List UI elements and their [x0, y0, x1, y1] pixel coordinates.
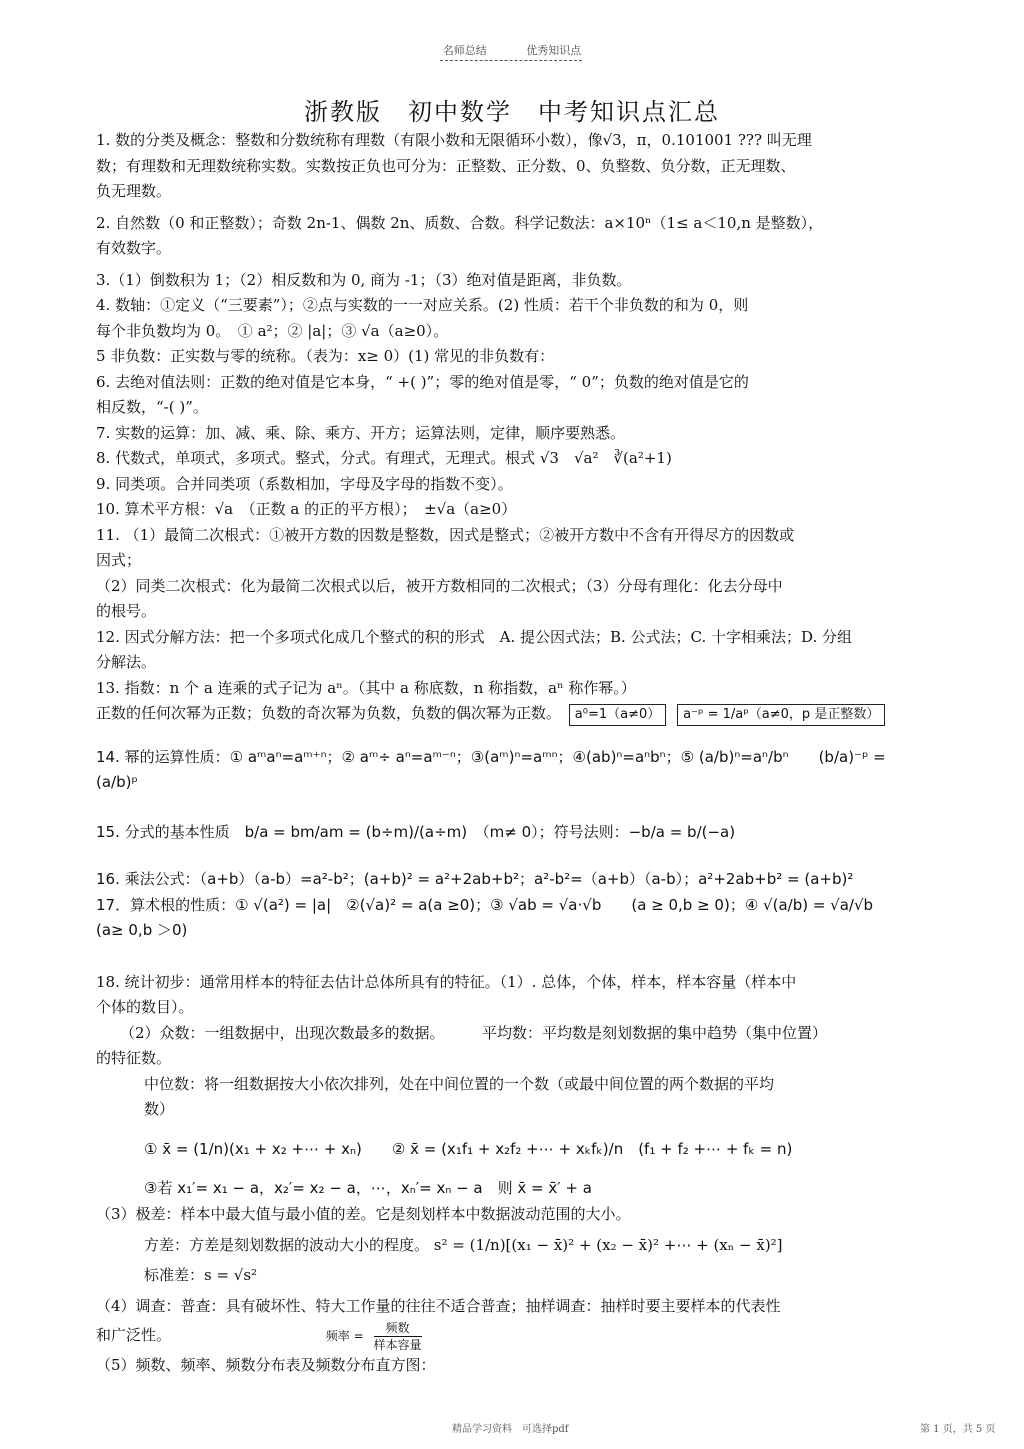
- variance-line: 方差：方差是刻划数据的波动大小的程度。 s² = (1/n)[(x₁ − x̄)² + (x₂ − x̄)² +⋯ + (xₙ − x̄)²]: [144, 1236, 783, 1254]
- text-line: 相反数，“-( )”。: [96, 398, 208, 416]
- text-line: 数）: [144, 1100, 175, 1118]
- header-left: 名师总结: [442, 44, 487, 57]
- text-line: 中位数：将一组数据按大小依次排列，处在中间位置的一个数（或最中间位置的两个数据的平均: [144, 1074, 775, 1093]
- footer-left: 精品学习资料 可选择pdf: [452, 1424, 569, 1435]
- text-line: 1. 数的分类及概念：整数和分数统称有理数（有限小数和无限循环小数），像√3，π，0.101001 ??? 叫无理: [96, 131, 812, 149]
- text-line: （2）同类二次根式：化为最简二次根式以后，被开方数相同的二次根式；（3）分母有理化：化去分母中: [96, 576, 783, 595]
- text-line: 每个非负数均为 0。 ① a²；② |a|；③ √a（a≥0）。: [96, 321, 449, 340]
- mean-shift-formula: ③若 x₁′= x₁ − a，x₂′= x₂ − a，⋯，xₙ′= xₙ − a 则 x̄ = x̄′ + a: [144, 1179, 592, 1197]
- fraction-rules: 15. 分式的基本性质 b/a = bm/am = (b÷m)/(a÷m) （m≠ 0）；符号法则：−b/a = b/(−a): [96, 822, 736, 841]
- text-line: 5 非负数：正实数与零的统称。（表为：x≥ 0）(1) 常见的非负数有：: [96, 347, 555, 365]
- page-title: 浙教版 初中数学 中考知识点汇总: [304, 98, 720, 126]
- multiplication-formulas: 16. 乘法公式：（a+b）（a-b）=a²-b²；(a+b)² = a²+2ab+b²；a²-b²=（a+b）（a-b）；a²+2ab+b² = (a+b)²: [96, 870, 854, 888]
- text-line: 2. 自然数（0 和正整数）；奇数 2n-1、偶数 2n、质数、合数。科学记数法：a×10ⁿ（1≤ a＜10,n 是整数），: [96, 213, 824, 232]
- text-line: 10. 算术平方根：√a （正数 a 的正的平方根）； ±√a（a≥0）: [96, 500, 517, 518]
- text-line: 18. 统计初步：通常用样本的特征去估计总体所具有的特征。（1）. 总体，个体，样本，样本容量（样本中: [96, 972, 797, 991]
- text-line: （4）调查：普查：具有破坏性、特大工作量的往往不适合普查；抽样调查：抽样时要主要样本的代表性: [96, 1297, 781, 1315]
- root-properties-cond: (a≥ 0,b ＞0): [96, 921, 188, 939]
- text-line: 的特征数。: [96, 1049, 172, 1067]
- header-divider: [440, 60, 582, 61]
- text-line: 个体的数目）。: [96, 998, 194, 1016]
- text-line: （3）极差：样本中最大值与最小值的差。它是刻划样本中数据波动范围的大小。: [96, 1204, 631, 1223]
- text-line: [96, 1320, 926, 1353]
- text-line: 因式；: [96, 551, 142, 569]
- text-line: 4. 数轴：①定义（“三要素”）；②点与实数的一一对应关系。(2) 性质：若干个非负数的和为 0，则: [96, 296, 749, 314]
- mean-formulas: ① x̄ = (1/n)(x₁ + x₂ +⋯ + xₙ) ② x̄ = (x₁f₁ + x₂f₂ +⋯ + xₖfₖ)/n (f₁ + f₂ +⋯ + fₖ = n): [144, 1139, 793, 1158]
- text-line: 负无理数。: [96, 182, 172, 200]
- text-line: 7. 实数的运算：加、减、乘、除、乘方、开方；运算法则，定律，顺序要熟悉。: [96, 423, 626, 442]
- text-line: （5）频数、频率、频数分布表及频数分布直方图：: [96, 1355, 436, 1374]
- text-line: [96, 701, 926, 727]
- power-sign-rule: 正数的任何次幂为正数；负数的奇次幂为负数，负数的偶次幂为正数。: [96, 704, 562, 722]
- text-line: 11. （1）最简二次根式：①被开方数的因数是整数，因式是整式；②被开方数中不含有开得尽方的因数或: [96, 525, 795, 544]
- text-line: 分解法。: [96, 653, 157, 671]
- footer-page-number: 第 1 页，共 5 页: [920, 1424, 996, 1435]
- text-line: 13. 指数：n 个 a 连乘的式子记为 aⁿ。（其中 a 称底数，n 称指数，aⁿ 称作幂。）: [96, 678, 636, 697]
- text-line: 数；有理数和无理数统称实数。实数按正负也可分为：正整数、正分数、0、负整数、负分数，正无理数、: [96, 156, 796, 175]
- text-line: 有效数字。: [96, 239, 172, 257]
- root-properties: 17．算术根的性质：① √(a²) = |a| ②(√a)² = a(a ≥0)；③ √ab = √a·√b (a ≥ 0,b ≥ 0)；④ √(a/b) = √a/√b: [96, 895, 874, 914]
- power-rules: 14. 幂的运算性质：① aᵐaⁿ=aᵐ⁺ⁿ；② aᵐ÷ aⁿ=aᵐ⁻ⁿ；③(aᵐ)ⁿ=aᵐⁿ；④(ab)ⁿ=aⁿbⁿ；⑤ (a/b)ⁿ=aⁿ/bⁿ (b/a)⁻ᵖ = (a/b)ᵖ: [96, 747, 886, 791]
- text-line: 8. 代数式，单项式，多项式。整式，分式。有理式，无理式。根式 √3 √a² ∛(a²+1): [96, 449, 672, 467]
- formula-zero-exponent: a⁰=1（a≠0）: [569, 704, 666, 726]
- frequency-formula: [325, 1320, 422, 1352]
- text-line: 3.（1）倒数积为 1；（2）相反数和为 0, 商为 -1；（3）绝对值是距离，非负数。: [96, 270, 632, 289]
- survey-cont: 和广泛性。: [96, 1325, 172, 1344]
- text-line: 的根号。: [96, 602, 157, 620]
- freq-denominator: 样本容量: [373, 1337, 422, 1352]
- freq-numerator: 频数: [374, 1320, 422, 1337]
- formula-negative-exponent: a⁻ᵖ = 1/aᵖ（a≠0，p 是正整数）: [677, 704, 885, 726]
- document-body: [96, 128, 926, 1378]
- header-right: 优秀知识点: [526, 44, 582, 57]
- text-line: 12. 因式分解方法：把一个多项式化成几个整式的积的形式 A. 提公因式法；B. 公式法；C. 十字相乘法；D. 分组: [96, 627, 853, 646]
- freq-label: 频率 =: [325, 1328, 364, 1343]
- stddev-line: 标准差：s = √s²: [144, 1265, 258, 1284]
- text-line: （2）众数：一组数据中，出现次数最多的数据。 平均数：平均数是刻划数据的集中趋势（集中位置）: [120, 1023, 828, 1042]
- page-header: [0, 42, 1024, 58]
- text-line: 6. 去绝对值法则：正数的绝对值是它本身，“ +( )”；零的绝对值是零，“ 0”；负数的绝对值是它的: [96, 372, 749, 391]
- text-line: 9. 同类项。合并同类项（系数相加，字母及字母的指数不变）。: [96, 474, 513, 493]
- freq-fraction: [374, 1320, 422, 1353]
